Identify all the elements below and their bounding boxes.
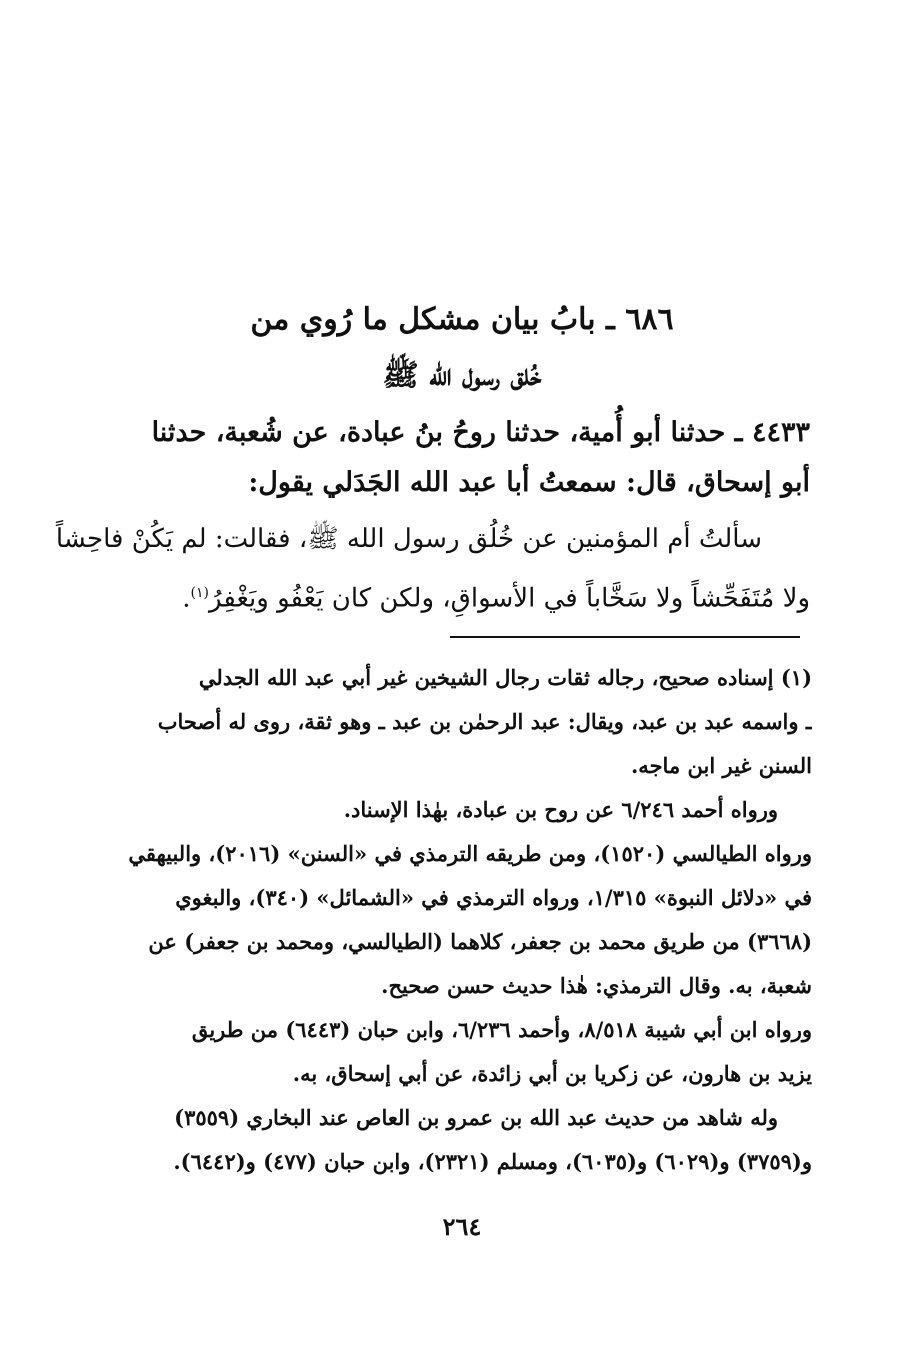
footnote-line: في «دلائل النبوة» ١/٣١٥، ورواه الترمذي في «الشمائل» (٣٤٠)، والبغوي <box>175 885 812 910</box>
footnote-line: ورواه الطيالسي (١٥٢٠)، ومن طريقه الترمذي في «السنن» (٢٠١٦)، والبيهقي <box>128 841 812 866</box>
matn-end-mark: . <box>182 583 191 614</box>
footnote-line: (٣٦٦٨) من طريق محمد بن جعفر، كلاهما (الطيالسي، ومحمد بن جعفر) عن <box>148 929 812 954</box>
chapter-heading-line-1: ٦٨٦ ـ بابُ بيان مشكل ما رُوي من <box>250 302 674 337</box>
footnote-line: يزيد بن هارون، عن زكريا بن أبي زائدة، عن أبي إسحاق، به. <box>292 1061 812 1086</box>
hadith-matn <box>55 512 810 626</box>
footnote-line: و(٣٧٥٩) و(٦٠٢٩) و(٦٠٣٥)، ومسلم (٢٣٢١)، وابن حبان (٤٧٧) و(٦٤٤٢). <box>173 1149 812 1174</box>
footnote-line: (١) إسناده صحيح، رجاله ثقات رجال الشيخين غير أبي عبد الله الجدلي <box>198 665 812 690</box>
footnotes <box>96 656 812 1184</box>
hadith-isnad <box>96 408 810 508</box>
footnote-line: ورواه ابن أبي شيبة ٨/٥١٨، وأحمد ٦/٢٣٦، وابن حبان (٦٤٤٣) من طريق <box>191 1017 812 1042</box>
footnote-line: ـ واسمه عبد بن عبد، ويقال: عبد الرحمٰن بن عبد ـ وهو ثقة، روى له أصحاب <box>157 709 812 734</box>
footnote-divider <box>450 636 800 638</box>
page-number: ٢٦٤ <box>442 1212 482 1241</box>
matn-line-2-text: ولا مُتَفَحِّشاً ولا سَخَّاباً في الأسواقِ، ولكن كان يَعْفُو ويَغْفِرُ <box>209 583 810 614</box>
footnote-reference: (١) <box>190 585 209 601</box>
isnad-line-2: أبو إسحاق، قال: سمعتُ أبا عبد الله الجَدَلي يقول: <box>248 467 810 498</box>
chapter-heading <box>150 292 774 404</box>
footnote-line: شعبة، به. وقال الترمذي: هٰذا حديث حسن صحيح. <box>381 973 812 998</box>
footnote-line: ورواه أحمد ٦/٢٤٦ عن روح بن عبادة، بهٰذا الإسناد. <box>343 797 778 822</box>
chapter-heading-line-2: خُلق رسول الله ﷺ <box>382 358 542 393</box>
matn-line-1: سألتُ أم المؤمنين عن خُلُق رسول الله ﷺ، فقالت: لم يَكُنْ فاحِشاً <box>55 524 762 554</box>
matn-line-2 <box>96 566 810 626</box>
isnad-line-1: ٤٤٣٣ ـ حدثنا أبو أُمية، حدثنا روحُ بنُ عبادة، عن شُعبة، حدثنا <box>151 417 810 448</box>
footnote-line: السنن غير ابن ماجه. <box>631 753 812 778</box>
footnote-line: وله شاهد من حديث عبد الله بن عمرو بن العاص عند البخاري (٣٥٥٩) <box>174 1105 778 1130</box>
